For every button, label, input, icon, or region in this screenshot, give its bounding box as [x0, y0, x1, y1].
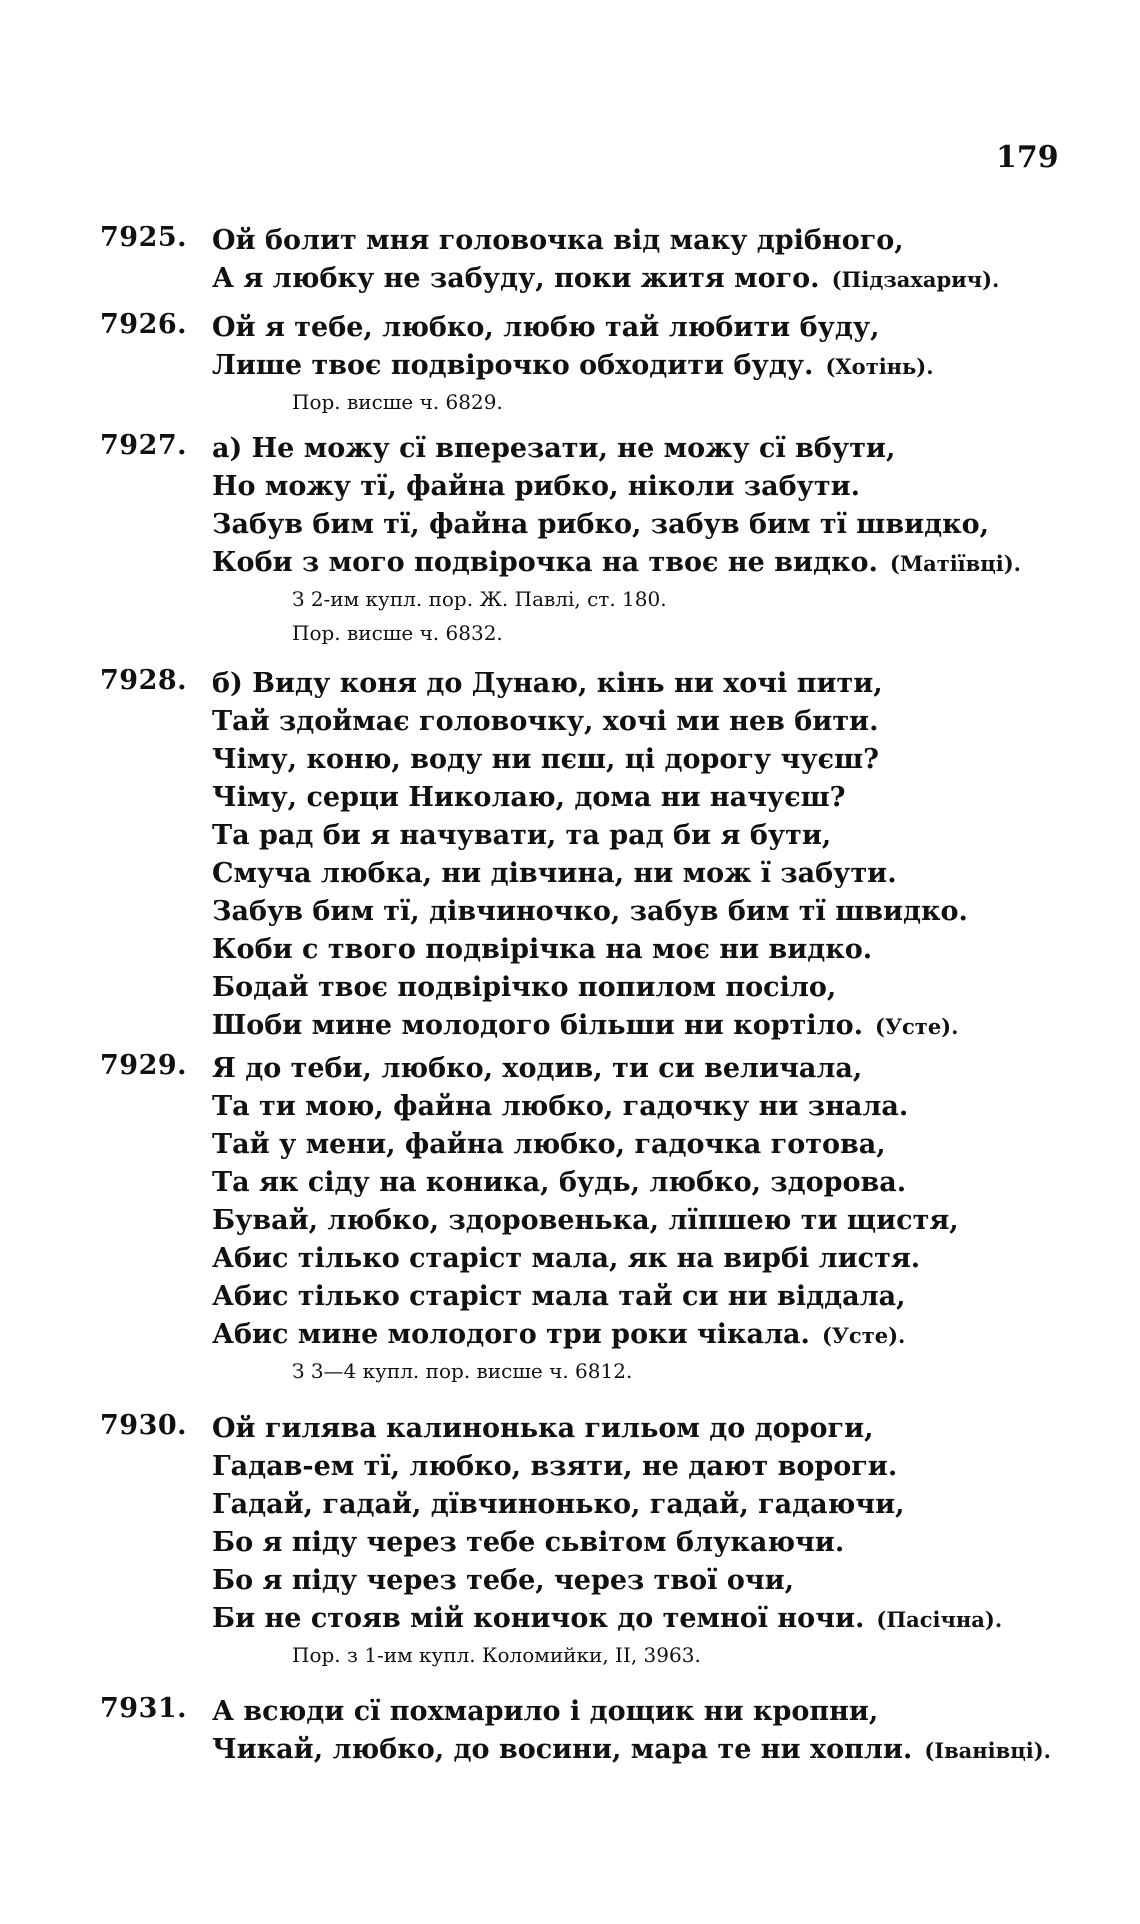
verse-line: Я до теби, любко, ходив, ти си величала,	[212, 1053, 863, 1084]
verse-line: Забув бим тї, файна рибко, забув бим тї швидко,	[212, 509, 990, 540]
verse-line	[212, 1600, 1112, 1638]
verse-line: Гадай, гадай, дївчинонько, гадай, гадаючи,	[212, 1489, 905, 1520]
verse-line: Чіму, серци Николаю, дома ни начуєш?	[212, 782, 846, 813]
verse-line: Чіму, коню, воду ни пєш, ці дорогу чуєш?	[212, 744, 879, 775]
entry-number: 7931.	[100, 1693, 188, 1724]
verse-line-text: Абис мине молодого три роки чікала.	[212, 1319, 810, 1350]
verse-line-text: А я любку не забуду, поки житя мого.	[212, 263, 820, 294]
entry-body	[212, 1050, 1112, 1388]
entry-number: 7927.	[100, 430, 188, 461]
entry-body	[212, 309, 1112, 419]
verse-line: Бо я піду через тебе, через твої очи,	[212, 1565, 795, 1596]
verse-line: Абис тілько старіст мала тай си ни віддала,	[212, 1281, 906, 1312]
source-label: (Іванівці).	[924, 1738, 1051, 1763]
cross-reference-note: З 3—4 купл. пор. висше ч. 6812.	[292, 1359, 633, 1383]
source-label: (Хотінь).	[825, 354, 934, 379]
verse-line	[212, 1007, 1112, 1045]
verse-line	[212, 1316, 1112, 1354]
verse-line: Та рад би я начувати, та рад би я бути,	[212, 820, 832, 851]
verse-line: Ой болит мня головочка від маку дрібного,	[212, 225, 904, 256]
verse-line	[212, 347, 1112, 385]
verse-line-text: Лише твоє подвірочко обходити буду.	[212, 350, 814, 381]
entry-body	[212, 222, 1112, 298]
verse-line	[212, 1731, 1112, 1769]
entry-body	[212, 1693, 1112, 1769]
verse-line: а) Не можу сї вперезати, не можу сї вбути,	[212, 433, 896, 464]
cross-reference-note: З 2-им купл. пор. Ж. Павлі, ст. 180.	[292, 587, 667, 611]
cross-reference-note: Пор. з 1-им купл. Коломийки, II, 3963.	[292, 1643, 701, 1667]
source-label: (Пасічна).	[876, 1607, 1003, 1632]
verse-line: Та як сіду на коника, будь, любко, здорова.	[212, 1167, 907, 1198]
verse-line: б) Виду коня до Дунаю, кінь ни хочі пити,	[212, 668, 883, 699]
verse-line: Бо я піду через тебе сьвітом блукаючи.	[212, 1527, 845, 1558]
source-label: (Усте).	[875, 1014, 959, 1039]
verse-line: Тай у мени, файна любко, гадочка готова,	[212, 1129, 886, 1160]
verse-line-text: Чикай, любко, до восини, мара те ни хопли.	[212, 1734, 913, 1765]
page-number: 179	[996, 140, 1059, 175]
verse-line: Ой гилява калинонька гильом до дороги,	[212, 1413, 874, 1444]
entry-body	[212, 1410, 1112, 1672]
verse-line	[212, 260, 1112, 298]
verse-line: Коби с твого подвірічка на моє ни видко.	[212, 934, 873, 965]
cross-reference-note: Пор. висше ч. 6832.	[292, 621, 503, 645]
verse-line: Бувай, любко, здоровенька, лїпшею ти щистя,	[212, 1205, 959, 1236]
verse-line-text: Би не стояв мій коничок до темної ночи.	[212, 1603, 865, 1634]
verse-line: А всюди сї похмарило і дощик ни кропни,	[212, 1696, 879, 1727]
entry-number: 7930.	[100, 1410, 188, 1441]
cross-reference-note: Пор. висше ч. 6829.	[292, 390, 503, 414]
verse-line: Забув бим тї, дівчиночко, забув бим тї швидко.	[212, 896, 968, 927]
verse-line: Бодай твоє подвірічко попилом посіло,	[212, 972, 837, 1003]
entry-number: 7929.	[100, 1050, 188, 1081]
verse-line	[212, 544, 1112, 582]
source-label: (Матіївці).	[889, 551, 1021, 576]
verse-line: Та ти мою, файна любко, гадочку ни знала.	[212, 1091, 909, 1122]
source-label: (Підзахарич).	[831, 267, 1000, 292]
source-label: (Усте).	[821, 1323, 906, 1348]
verse-line: Тай здоймає головочку, хочі ми нев бити.	[212, 706, 879, 737]
entry-body	[212, 665, 1112, 1045]
verse-line-text: Шоби мине молодого більши ни кортіло.	[212, 1010, 864, 1041]
entry-body	[212, 430, 1112, 650]
entry-number: 7928.	[100, 665, 188, 696]
verse-line: Но можу тї, файна рибко, ніколи забути.	[212, 471, 861, 502]
verse-line: Абис тілько старіст мала, як на вирбі листя.	[212, 1243, 921, 1274]
verse-line: Ой я тебе, любко, любю тай любити буду,	[212, 312, 880, 343]
entry-number: 7926.	[100, 309, 188, 340]
verse-line: Смуча любка, ни дівчина, ни мож ї забути.	[212, 858, 897, 889]
verse-line-text: Коби з мого подвірочка на твоє не видко.	[212, 547, 878, 578]
entry-number: 7925.	[100, 222, 188, 253]
verse-line: Гадав-ем тї, любко, взяти, не дают вороги.	[212, 1451, 898, 1482]
